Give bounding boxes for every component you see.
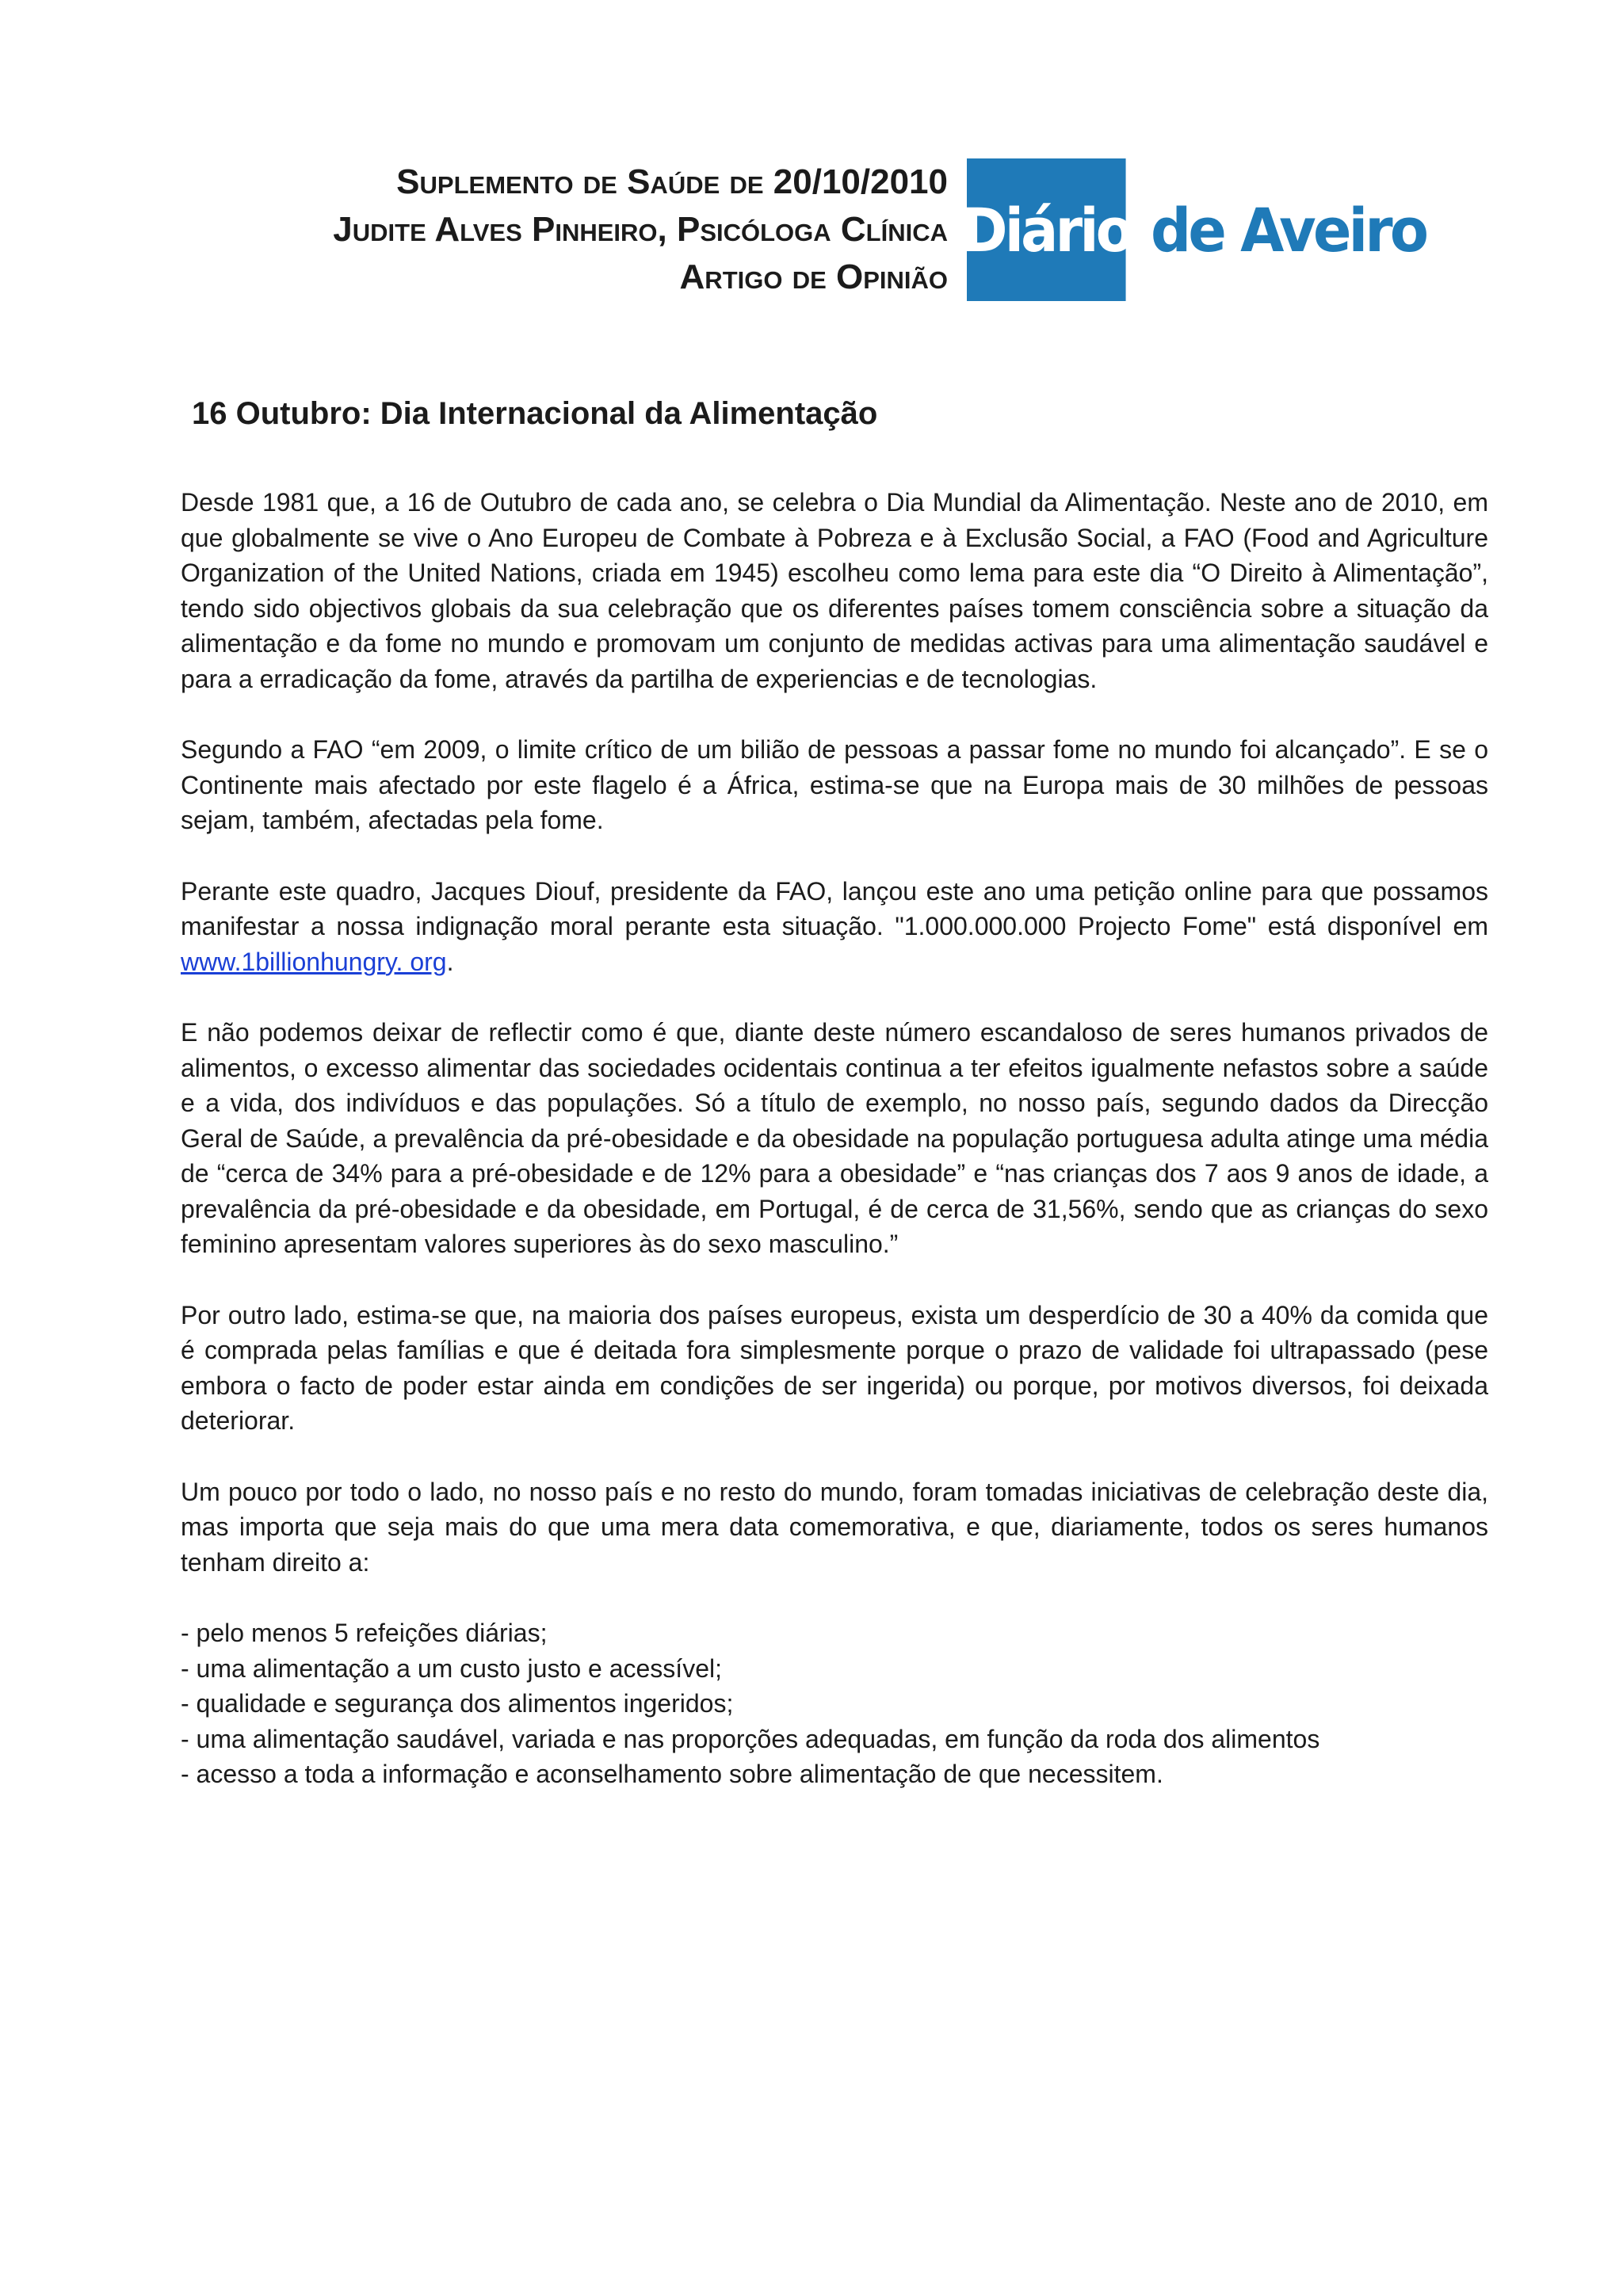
- paragraph-3-text: Perante este quadro, Jacques Diouf, presidente da FAO, lançou este ano uma petição online para que possamos manifestar a nossa indignação moral perante esta situação. "1.000.000.000 Projecto Fome" está disponível em: [181, 876, 1488, 940]
- paragraph-4: E não podemos deixar de reflectir como é que, diante deste número escandaloso de seres humanos privados de alimentos, o excesso alimentar das sociedades ocidentais continua a ter efeitos igualmente nefastos sobre a saúde e a vida, dos indivíduos e das populações. Só a título de exemplo, no nosso país, segundo dados da Direcção Geral de Saúde, a prevalência da pré-obesidade e da obesidade na população portuguesa adulta atinge uma média de “cerca de 34% para a pré-obesidade e de 12% para a obesidade” e “nas crianças dos 7 aos 9 anos de idade, a prevalência da pré-obesidade e da obesidade, em Portugal, é de cerca de 31,56%, sendo que as crianças do sexo feminino apresentam valores superiores às do sexo masculino.”: [181, 1018, 1488, 1258]
- article-body: [181, 485, 1488, 1792]
- diario-de-aveiro-logo: [961, 158, 1443, 301]
- article-title: 16 Outubro: Dia Internacional da Alimentação: [192, 396, 878, 431]
- logo-diario-text: Diário: [961, 194, 1132, 265]
- article-type-line: Artigo de Opinião: [679, 257, 948, 296]
- list-item: - pelo menos 5 refeições diárias;: [181, 1619, 548, 1647]
- author-line: Judite Alves Pinheiro, Psicóloga Clínica: [333, 210, 948, 249]
- logo-diario-box: [961, 158, 1132, 301]
- paragraph-1: Desde 1981 que, a 16 de Outubro de cada ano, se celebra o Dia Mundial da Alimentação. Neste ano de 2010, em que globalmente se vive o Ano Europeu de Combate à Pobreza e à Exclusão Social, a FAO (Food and Agriculture Organization of the United Nations, criada em 1945) escolheu como lema para este dia “O Direito à Alimentação”, tendo sido objectivos globais da sua celebração que os diferentes países tomem consciência sobre a situação da alimentação e da fome no mundo e promovam um conjunto de medidas activas para uma alimentação saudável e para a erradicação da fome, através da partilha de experiencias e de tecnologias.: [181, 488, 1488, 693]
- supplement-line: Suplemento de Saúde de 20/10/2010: [396, 162, 948, 201]
- header-text-block: [333, 158, 948, 301]
- paragraph-6: Um pouco por todo o lado, no nosso país e no resto do mundo, foram tomadas iniciativas de celebração deste dia, mas importa que seja mais do que uma mera data comemorativa, e que, diariamente, todos os seres humanos tenham direito a:: [181, 1477, 1488, 1577]
- paragraph-2: Segundo a FAO “em 2009, o limite crítico de um bilião de pessoas a passar fome no mundo foi alcançado”. E se o Continente mais afectado por este flagelo é a África, estima-se que na Europa mais de 30 milhões de pessoas sejam, também, afectadas pela fome.: [181, 735, 1488, 834]
- document-header: [0, 158, 1623, 309]
- paragraph-3: [181, 874, 1488, 980]
- hungry-project-link[interactable]: www.1billionhungry. org: [181, 947, 447, 976]
- list-item: - acesso a toda a informação e aconselhamento sobre alimentação de que necessitem.: [181, 1760, 1163, 1788]
- logo-de-aveiro-text: de Aveiro: [1151, 194, 1426, 265]
- rights-list: [181, 1615, 1488, 1792]
- paragraph-5: Por outro lado, estima-se que, na maioria dos países europeus, exista um desperdício de 30 a 40% da comida que é comprada pelas famílias e que é deitada fora simplesmente porque o prazo de validade foi ultrapassado (pese embora o facto de poder estar ainda em condições de ser ingerida) ou porque, por motivos diversos, foi deixada deteriorar.: [181, 1300, 1488, 1435]
- list-item: - qualidade e segurança dos alimentos ingeridos;: [181, 1689, 734, 1718]
- list-item: - uma alimentação saudável, variada e nas proporções adequadas, em função da roda dos alimentos: [181, 1724, 1320, 1753]
- link-suffix: .: [446, 947, 454, 976]
- list-item: - uma alimentação a um custo justo e acessível;: [181, 1653, 722, 1683]
